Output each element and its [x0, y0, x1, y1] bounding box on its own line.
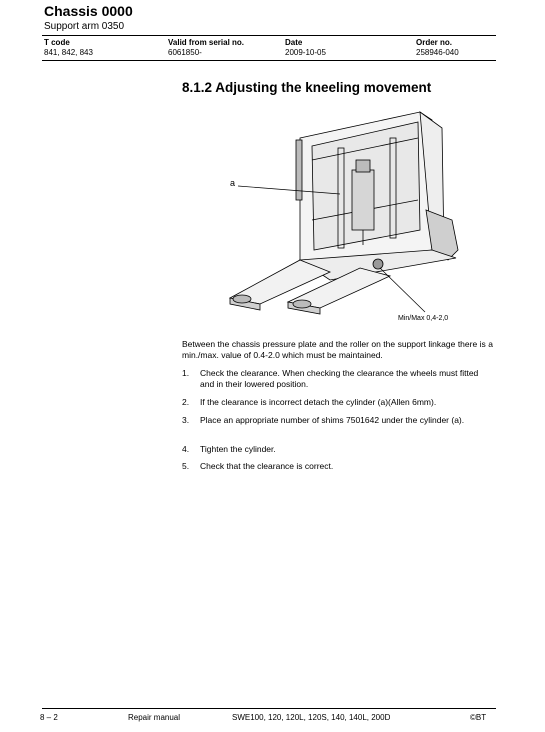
meta-order: [416, 38, 459, 58]
meta-tcode-value: 841, 842, 843: [44, 48, 93, 57]
section-title: 8.1.2 Adjusting the kneeling movement: [182, 80, 432, 95]
page-number: 8 – 2: [40, 713, 58, 722]
chassis-drawing: [220, 100, 500, 330]
step-number: 5.: [182, 461, 190, 471]
meta-date: [285, 38, 326, 58]
meta-tcode: [44, 38, 93, 58]
meta-order-label: Order no.: [416, 38, 453, 47]
step-number: 3.: [182, 415, 190, 425]
step-number: 4.: [182, 444, 190, 454]
meta-order-value: 258946-040: [416, 48, 459, 57]
header-bottom-rule: [42, 60, 496, 61]
step-text: Tighten the cylinder.: [200, 444, 276, 454]
clearance-leader: [380, 268, 425, 312]
step-text: Check that the clearance is correct.: [200, 461, 334, 471]
footer-rule: [42, 708, 496, 709]
meta-tcode-label: T code: [44, 38, 70, 47]
clearance-caption: Min/Max 0,4-2,0: [398, 315, 449, 322]
step-number: 2.: [182, 397, 190, 407]
model-list: SWE100, 120, 120L, 120S, 140, 140L, 200D: [232, 713, 391, 722]
step-number: 1.: [182, 368, 190, 378]
chassis-illustration: [220, 100, 500, 330]
step-text: Check the clearance. When checking the clearance the wheels must fitted and in their lowered position.: [200, 368, 479, 389]
document-title: Chassis 0000: [44, 3, 133, 19]
callout-a-label: a: [230, 178, 236, 188]
manual-name: Repair manual: [128, 713, 181, 722]
step-text: Place an appropriate number of shims 7501642 under the cylinder (a).: [200, 415, 465, 425]
meta-date-value: 2009-10-05: [285, 48, 326, 57]
header-top-rule: [42, 35, 496, 36]
meta-serial-label: Valid from serial no.: [168, 38, 245, 47]
meta-date-label: Date: [285, 38, 303, 47]
meta-serial-value: 6061850-: [168, 48, 202, 57]
intro-paragraph: Between the chassis pressure plate and the roller on the support linkage there is a min./max. value of 0.4-2.0 which must be maintained.: [182, 339, 493, 360]
copyright: ©BT: [470, 713, 487, 722]
document-subtitle: Support arm 0350: [44, 21, 125, 32]
step-text: If the clearance is incorrect detach the cylinder (a)(Allen 6mm).: [200, 397, 437, 407]
meta-serial: [168, 38, 244, 58]
